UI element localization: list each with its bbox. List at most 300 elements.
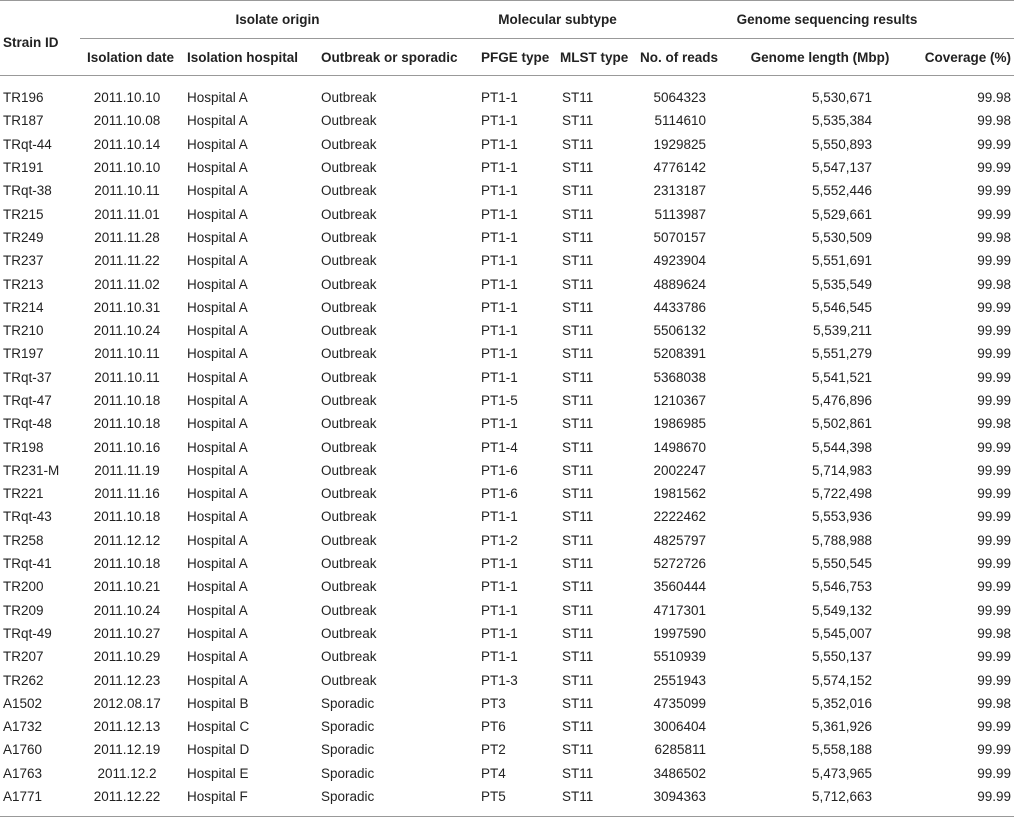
reads-cell: 4923904	[653, 253, 706, 269]
pfge-type-cell: PT1-3	[481, 672, 518, 688]
table-row	[0, 692, 1014, 715]
reads-cell: 1997590	[653, 625, 706, 641]
column-header: Isolation hospital	[180, 39, 313, 76]
isolation-hospital-cell: Hospital F	[187, 789, 248, 805]
isolation-hospital-cell: Hospital A	[187, 136, 248, 152]
isolation-hospital-cell: Hospital A	[187, 439, 248, 455]
strain-id-cell: TR210	[3, 323, 44, 339]
table-row	[0, 296, 1014, 319]
coverage-cell: 99.99	[977, 579, 1011, 595]
isolation-hospital-cell: Hospital A	[187, 113, 248, 129]
isolation-hospital-cell: Hospital A	[187, 579, 248, 595]
isolation-date-cell: 2011.10.18	[93, 393, 161, 408]
strain-id-cell: TRqt-37	[3, 369, 52, 385]
isolation-hospital-cell: Hospital A	[187, 416, 248, 432]
reads-cell: 3486502	[653, 765, 706, 781]
pfge-type-cell: PT1-1	[481, 416, 518, 432]
coverage-cell: 99.98	[977, 90, 1011, 106]
mlst-type-cell: ST11	[562, 765, 594, 781]
reads-cell: 2222462	[653, 509, 706, 525]
mlst-type-cell: ST11	[562, 276, 594, 292]
pfge-type-cell: PT1-1	[481, 323, 518, 339]
coverage-cell: 99.99	[977, 160, 1011, 176]
genome-length-cell: 5,552,446	[811, 183, 872, 199]
genome-length-cell: 5,535,549	[811, 276, 872, 292]
reads-cell: 2002247	[653, 462, 706, 478]
mlst-type-cell: ST11	[562, 649, 594, 665]
mlst-type-cell: ST11	[562, 90, 594, 106]
genome-length-cell: 5,530,509	[811, 229, 872, 245]
genome-length-cell: 5,541,521	[811, 369, 872, 385]
pfge-type-cell: PT1-6	[481, 462, 518, 478]
reads-cell: 5114610	[654, 113, 706, 129]
table-row	[0, 785, 1014, 817]
reads-cell: 1929825	[653, 136, 706, 152]
reads-cell: 3560444	[653, 579, 706, 595]
strain-id-cell: TR209	[3, 602, 44, 618]
reads-cell: 5070157	[653, 229, 706, 245]
mlst-type-cell: ST11	[562, 346, 594, 362]
mlst-type-cell: ST11	[562, 113, 594, 129]
mlst-type-cell: ST11	[562, 229, 594, 245]
genome-length-cell: 5,546,753	[811, 579, 872, 595]
pfge-type-cell: PT1-1	[481, 183, 518, 199]
mlst-type-cell: ST11	[562, 393, 594, 408]
strain-id-cell: A1760	[3, 742, 43, 758]
pfge-type-cell: PT1-1	[481, 602, 518, 618]
table-row	[0, 599, 1014, 622]
mlst-type-cell: ST11	[562, 742, 594, 758]
table-row	[0, 156, 1014, 179]
isolation-date-cell: 2011.10.11	[94, 183, 160, 199]
strain-id-cell: TR196	[3, 90, 44, 106]
molecular-subtype-header: Molecular subtype	[475, 1, 640, 39]
coverage-cell: 99.99	[977, 486, 1011, 502]
coverage-cell: 99.98	[977, 113, 1011, 129]
strain-id-cell: TR221	[3, 486, 44, 502]
genome-length-cell: 5,549,132	[811, 602, 872, 618]
coverage-cell: 99.99	[977, 719, 1011, 735]
genome-length-cell: 5,574,152	[811, 672, 872, 688]
table-row	[0, 622, 1014, 645]
isolation-hospital-cell: Hospital A	[187, 90, 248, 106]
isolation-date-cell: 2011.11.02	[94, 276, 160, 292]
coverage-cell: 99.99	[977, 602, 1011, 618]
isolate-origin-header: Isolate origin	[80, 1, 475, 39]
strain-id-cell: TRqt-41	[3, 556, 52, 572]
strain-id-cell: TRqt-44	[3, 136, 52, 152]
reads-cell: 2551943	[653, 672, 706, 688]
pfge-type-cell: PT1-5	[481, 393, 518, 408]
table-row	[0, 552, 1014, 575]
coverage-cell: 99.99	[977, 369, 1011, 385]
reads-cell: 5272726	[653, 556, 706, 572]
table-row	[0, 319, 1014, 342]
column-header: Genome length (Mbp)	[740, 39, 900, 76]
strain-id-cell: A1502	[3, 695, 43, 711]
pfge-type-cell: PT1-1	[481, 136, 518, 152]
strain-id-cell: TR200	[3, 579, 44, 595]
column-header: PFGE type	[475, 39, 560, 76]
isolation-date-cell: 2011.10.18	[93, 509, 161, 525]
reads-cell: 5113987	[654, 206, 706, 222]
strain-id-cell: TR249	[3, 229, 44, 245]
genome-length-cell: 5,551,691	[811, 253, 872, 269]
isolation-date-cell: 2011.10.18	[93, 416, 161, 432]
mlst-type-cell: ST11	[562, 672, 594, 688]
table-row	[0, 226, 1014, 249]
strain-id-cell: TRqt-48	[3, 416, 52, 432]
pfge-type-cell: PT1-1	[481, 369, 518, 385]
outbreak-or-sporadic-cell: Sporadic	[321, 789, 375, 805]
isolation-date-cell: 2011.12.2	[97, 765, 157, 781]
table-row	[0, 645, 1014, 668]
pfge-type-cell: PT1-1	[481, 509, 518, 525]
isolation-hospital-cell: Hospital A	[187, 346, 248, 362]
genome-length-cell: 5,502,861	[811, 416, 872, 432]
mlst-type-cell: ST11	[562, 416, 594, 432]
table-row	[0, 76, 1014, 110]
outbreak-or-sporadic-cell: Sporadic	[321, 742, 375, 758]
genome-length-cell: 5,546,545	[811, 299, 872, 315]
isolation-date-cell: 2011.10.21	[93, 579, 161, 595]
pfge-type-cell: PT1-1	[481, 206, 518, 222]
table-row	[0, 529, 1014, 552]
genome-sequencing-header: Genome sequencing results	[640, 1, 1014, 39]
table-row	[0, 389, 1014, 412]
pfge-type-cell: PT1-1	[481, 556, 518, 572]
strain-id-cell: TRqt-49	[3, 625, 52, 641]
pfge-type-cell: PT1-1	[481, 229, 518, 245]
mlst-type-cell: ST11	[562, 719, 594, 735]
reads-cell: 5064323	[653, 90, 706, 106]
strain-id-cell: TR237	[3, 253, 44, 269]
strain-id-cell: TR231-M	[3, 462, 60, 478]
pfge-type-cell: PT1-6	[481, 486, 518, 502]
table-row	[0, 738, 1014, 761]
isolation-hospital-cell: Hospital A	[187, 276, 248, 292]
isolation-hospital-cell: Hospital A	[187, 160, 248, 176]
outbreak-or-sporadic-cell: Outbreak	[321, 393, 377, 408]
reads-cell: 2313187	[653, 183, 706, 199]
genome-length-cell: 5,551,279	[811, 346, 872, 362]
strain-id-cell: TR262	[3, 672, 44, 688]
table-row	[0, 505, 1014, 528]
pfge-type-cell: PT1-1	[481, 113, 518, 129]
isolation-date-cell: 2011.10.31	[93, 299, 161, 315]
strain-id-cell: TRqt-47	[3, 393, 52, 408]
outbreak-or-sporadic-cell: Outbreak	[321, 672, 377, 688]
strain-id-cell: TR198	[3, 439, 44, 455]
reads-cell: 4433786	[653, 299, 706, 315]
reads-cell: 4825797	[653, 532, 706, 548]
coverage-cell: 99.99	[977, 532, 1011, 548]
isolation-hospital-cell: Hospital A	[187, 625, 248, 641]
pfge-type-cell: PT4	[481, 765, 506, 781]
isolation-hospital-cell: Hospital B	[187, 695, 249, 711]
isolation-hospital-cell: Hospital A	[187, 323, 248, 339]
genome-length-cell: 5,550,137	[811, 649, 872, 665]
outbreak-or-sporadic-cell: Outbreak	[321, 602, 377, 618]
outbreak-or-sporadic-cell: Outbreak	[321, 346, 377, 362]
isolation-hospital-cell: Hospital A	[187, 229, 248, 245]
isolation-date-cell: 2011.10.24	[93, 602, 161, 618]
table-row	[0, 668, 1014, 691]
strain-id-header: Strain ID	[0, 1, 80, 76]
coverage-cell: 99.98	[977, 276, 1011, 292]
isolation-date-cell: 2011.10.10	[93, 90, 161, 106]
genome-length-cell: 5,361,926	[811, 719, 872, 735]
mlst-type-cell: ST11	[562, 253, 594, 269]
pfge-type-cell: PT1-1	[481, 276, 518, 292]
isolation-hospital-cell: Hospital A	[187, 369, 248, 385]
isolation-date-cell: 2011.10.24	[93, 323, 161, 339]
outbreak-or-sporadic-cell: Outbreak	[321, 90, 377, 106]
strain-id-cell: TR214	[3, 299, 44, 315]
mlst-type-cell: ST11	[562, 789, 594, 805]
mlst-type-cell: ST11	[562, 602, 594, 618]
isolation-hospital-cell: Hospital A	[187, 672, 248, 688]
reads-cell: 4889624	[653, 276, 706, 292]
coverage-cell: 99.99	[977, 299, 1011, 315]
isolation-date-cell: 2011.10.11	[94, 346, 160, 362]
pfge-type-cell: PT1-1	[481, 649, 518, 665]
outbreak-or-sporadic-cell: Outbreak	[321, 160, 377, 176]
genome-length-cell: 5,558,188	[811, 742, 872, 758]
genome-length-cell: 5,535,384	[811, 113, 872, 129]
outbreak-or-sporadic-cell: Sporadic	[321, 695, 375, 711]
genome-length-cell: 5,529,661	[811, 206, 872, 222]
isolation-hospital-cell: Hospital A	[187, 183, 248, 199]
isolation-date-cell: 2011.12.23	[93, 672, 161, 688]
isolation-date-cell: 2011.11.28	[94, 229, 160, 245]
isolation-hospital-cell: Hospital A	[187, 602, 248, 618]
isolation-date-cell: 2011.10.29	[93, 649, 161, 665]
mlst-type-cell: ST11	[562, 462, 594, 478]
genome-length-cell: 5,714,983	[811, 462, 872, 478]
genome-length-cell: 5,712,663	[811, 789, 872, 805]
pfge-type-cell: PT3	[481, 695, 506, 711]
coverage-cell: 99.99	[977, 439, 1011, 455]
strain-id-cell: A1771	[3, 789, 43, 805]
isolation-date-cell: 2011.10.10	[93, 160, 161, 176]
outbreak-or-sporadic-cell: Outbreak	[321, 253, 377, 269]
genome-length-cell: 5,476,896	[811, 393, 872, 408]
mlst-type-cell: ST11	[562, 369, 594, 385]
isolation-hospital-cell: Hospital A	[187, 299, 248, 315]
column-header: No. of reads	[640, 39, 740, 76]
isolation-hospital-cell: Hospital A	[187, 509, 248, 525]
reads-cell: 5208391	[653, 346, 706, 362]
isolation-hospital-cell: Hospital A	[187, 462, 248, 478]
isolation-date-cell: 2011.12.13	[93, 719, 161, 735]
outbreak-or-sporadic-cell: Outbreak	[321, 556, 377, 572]
table-row	[0, 412, 1014, 435]
reads-cell: 4735099	[653, 695, 706, 711]
table-row	[0, 109, 1014, 132]
genome-length-cell: 5,544,398	[811, 439, 872, 455]
coverage-cell: 99.99	[977, 556, 1011, 572]
strain-id-cell: TR258	[3, 532, 44, 548]
reads-cell: 1986985	[653, 416, 706, 432]
mlst-type-cell: ST11	[562, 206, 594, 222]
pfge-type-cell: PT1-2	[481, 532, 518, 548]
mlst-type-cell: ST11	[562, 439, 594, 455]
pfge-type-cell: PT1-1	[481, 299, 518, 315]
outbreak-or-sporadic-cell: Outbreak	[321, 532, 377, 548]
strain-id-cell: TR197	[3, 346, 44, 362]
outbreak-or-sporadic-cell: Outbreak	[321, 625, 377, 641]
isolation-date-cell: 2011.12.12	[93, 532, 161, 548]
isolation-hospital-cell: Hospital A	[187, 206, 248, 222]
table-row	[0, 133, 1014, 156]
pfge-type-cell: PT1-1	[481, 160, 518, 176]
outbreak-or-sporadic-cell: Outbreak	[321, 369, 377, 385]
pfge-type-cell: PT1-1	[481, 346, 518, 362]
mlst-type-cell: ST11	[562, 509, 594, 525]
outbreak-or-sporadic-cell: Sporadic	[321, 765, 375, 781]
isolation-hospital-cell: Hospital E	[187, 765, 249, 781]
genome-length-cell: 5,550,893	[811, 136, 872, 152]
column-header: MLST type	[560, 39, 640, 76]
coverage-cell: 99.99	[977, 346, 1011, 362]
isolation-hospital-cell: Hospital A	[187, 556, 248, 572]
coverage-cell: 99.99	[977, 509, 1011, 525]
strain-id-cell: TR187	[3, 113, 44, 129]
outbreak-or-sporadic-cell: Outbreak	[321, 276, 377, 292]
isolation-date-cell: 2012.08.17	[93, 695, 161, 711]
reads-cell: 4776142	[653, 160, 706, 176]
isolation-date-cell: 2011.10.11	[94, 369, 160, 385]
strain-id-cell: A1763	[3, 765, 43, 781]
pfge-type-cell: PT6	[481, 719, 506, 735]
isolation-date-cell: 2011.12.19	[93, 742, 161, 758]
table-row	[0, 202, 1014, 225]
coverage-cell: 99.99	[977, 649, 1011, 665]
isolation-hospital-cell: Hospital A	[187, 393, 248, 408]
coverage-cell: 99.99	[977, 765, 1011, 781]
isolation-date-cell: 2011.10.16	[93, 439, 161, 455]
genome-length-cell: 5,722,498	[811, 486, 872, 502]
outbreak-or-sporadic-cell: Outbreak	[321, 229, 377, 245]
pfge-type-cell: PT1-1	[481, 625, 518, 641]
outbreak-or-sporadic-cell: Outbreak	[321, 206, 377, 222]
outbreak-or-sporadic-cell: Outbreak	[321, 439, 377, 455]
mlst-type-cell: ST11	[562, 625, 594, 641]
table-row	[0, 459, 1014, 482]
genome-length-cell: 5,547,137	[811, 160, 872, 176]
pfge-type-cell: PT1-1	[481, 253, 518, 269]
mlst-type-cell: ST11	[562, 579, 594, 595]
table-row	[0, 762, 1014, 785]
column-header: Coverage (%)	[900, 39, 1014, 76]
isolation-hospital-cell: Hospital D	[187, 742, 250, 758]
genome-length-cell: 5,530,671	[811, 90, 872, 106]
coverage-cell: 99.99	[977, 742, 1011, 758]
genome-length-cell: 5,788,988	[811, 532, 872, 548]
strain-id-cell: TR191	[3, 160, 44, 176]
coverage-cell: 99.99	[977, 393, 1011, 408]
strain-id-cell: TRqt-43	[3, 509, 52, 525]
reads-cell: 3006404	[653, 719, 706, 735]
table-row	[0, 366, 1014, 389]
reads-cell: 5510939	[653, 649, 706, 665]
table-row	[0, 482, 1014, 505]
mlst-type-cell: ST11	[562, 299, 594, 315]
isolation-hospital-cell: Hospital A	[187, 486, 248, 502]
isolation-hospital-cell: Hospital A	[187, 649, 248, 665]
isolation-date-cell: 2011.10.14	[93, 136, 161, 152]
outbreak-or-sporadic-cell: Sporadic	[321, 719, 375, 735]
isolation-date-cell: 2011.10.18	[93, 556, 161, 572]
table-row	[0, 272, 1014, 295]
reads-cell: 6285811	[654, 742, 706, 758]
outbreak-or-sporadic-cell: Outbreak	[321, 323, 377, 339]
mlst-type-cell: ST11	[562, 183, 594, 199]
isolation-hospital-cell: Hospital C	[187, 719, 250, 735]
genome-length-cell: 5,553,936	[811, 509, 872, 525]
reads-cell: 5368038	[653, 369, 706, 385]
strain-id-cell: TR207	[3, 649, 44, 665]
table-row	[0, 179, 1014, 202]
reads-cell: 1981562	[653, 486, 706, 502]
table-row	[0, 575, 1014, 598]
pfge-type-cell: PT2	[481, 742, 506, 758]
isolation-hospital-cell: Hospital A	[187, 253, 248, 269]
isolation-date-cell: 2011.10.08	[93, 113, 161, 129]
coverage-cell: 99.99	[977, 789, 1011, 805]
outbreak-or-sporadic-cell: Outbreak	[321, 113, 377, 129]
strain-id-cell: TRqt-38	[3, 183, 52, 199]
coverage-cell: 99.99	[977, 253, 1011, 269]
coverage-cell: 99.98	[977, 625, 1011, 641]
genome-length-cell: 5,539,211	[812, 323, 872, 339]
outbreak-or-sporadic-cell: Outbreak	[321, 486, 377, 502]
table-body	[0, 76, 1014, 817]
isolation-date-cell: 2011.11.19	[94, 462, 160, 478]
coverage-cell: 99.99	[977, 323, 1011, 339]
coverage-cell: 99.98	[977, 695, 1011, 711]
mlst-type-cell: ST11	[562, 556, 594, 572]
outbreak-or-sporadic-cell: Outbreak	[321, 579, 377, 595]
isolation-date-cell: 2011.11.22	[94, 253, 160, 269]
column-header: Outbreak or sporadic	[313, 39, 475, 76]
pfge-type-cell: PT5	[481, 789, 506, 805]
mlst-type-cell: ST11	[562, 695, 594, 711]
coverage-cell: 99.99	[977, 206, 1011, 222]
table-row	[0, 342, 1014, 365]
outbreak-or-sporadic-cell: Outbreak	[321, 509, 377, 525]
outbreak-or-sporadic-cell: Outbreak	[321, 183, 377, 199]
strain-id-cell: TR215	[3, 206, 44, 222]
coverage-cell: 99.98	[977, 416, 1011, 432]
coverage-cell: 99.99	[977, 672, 1011, 688]
outbreak-or-sporadic-cell: Outbreak	[321, 136, 377, 152]
outbreak-or-sporadic-cell: Outbreak	[321, 649, 377, 665]
isolation-date-cell: 2011.11.16	[94, 486, 160, 502]
outbreak-or-sporadic-cell: Outbreak	[321, 299, 377, 315]
mlst-type-cell: ST11	[562, 136, 594, 152]
mlst-type-cell: ST11	[562, 486, 594, 502]
coverage-cell: 99.99	[977, 136, 1011, 152]
reads-cell: 1210367	[653, 393, 706, 408]
pfge-type-cell: PT1-1	[481, 90, 518, 106]
reads-cell: 4717301	[653, 602, 706, 618]
mlst-type-cell: ST11	[562, 323, 594, 339]
pfge-type-cell: PT1-1	[481, 579, 518, 595]
genome-length-cell: 5,545,007	[811, 625, 872, 641]
mlst-type-cell: ST11	[562, 532, 594, 548]
